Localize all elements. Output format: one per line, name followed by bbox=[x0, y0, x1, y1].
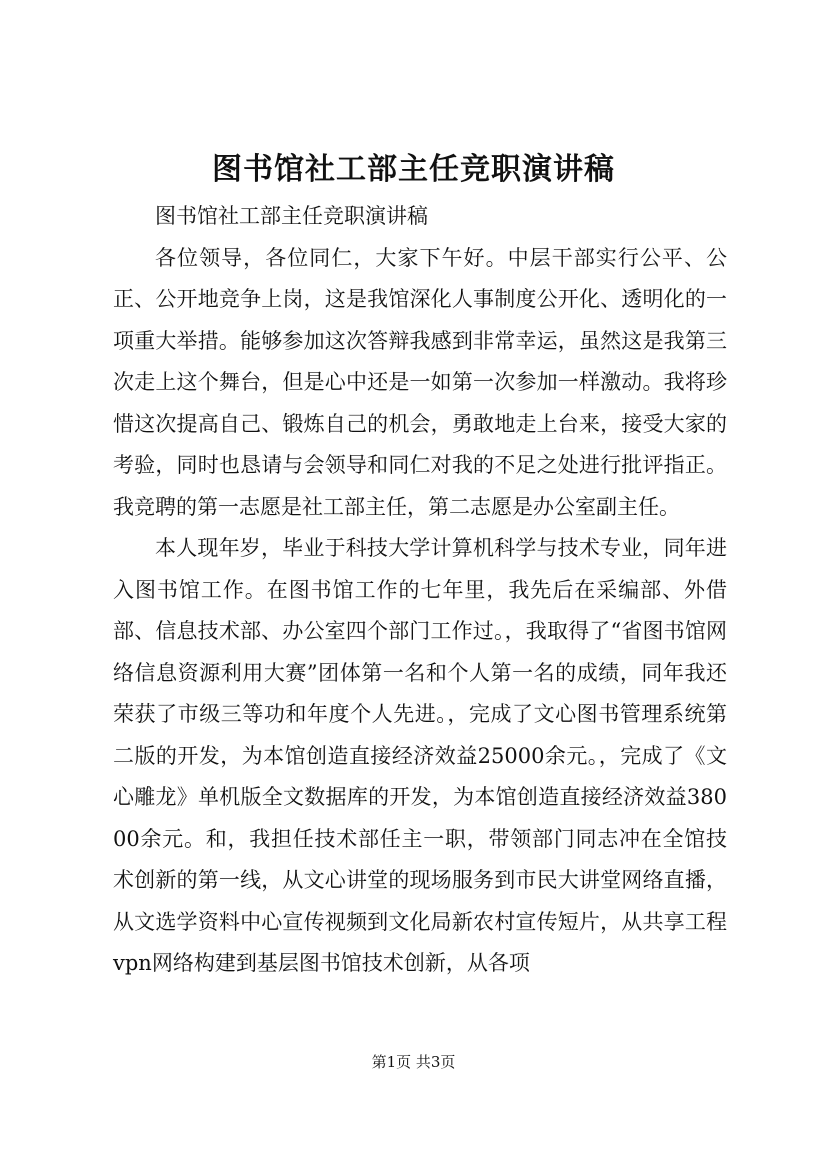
paragraph-subtitle: 图书馆社工部主任竞职演讲稿 bbox=[155, 204, 428, 228]
paragraph-background: 本人现年岁，毕业于科技大学计算机科学与技术专业，同年进入图书馆工作。在图书馆工作的七年里，我先后在采编部、外借部、信息技术部、办公室四个部门工作过。，我取得了“省图书馆网络信息资源利用大赛”团体第一名和个人第一名的成绩，同年我还荣获了市级三等功和年度个人先进。，完成了文心图书管理系统第二版的开发，为本馆创造直接经济效益25000余元。，完成了《文心雕龙》单机版全文数据库的开发，为本馆创造直接经济效益38000余元。和，我担任技术部任主一职，带领部门同志冲在全馆技术创新的第一线，从文心讲堂的现场服务到市民大讲堂网络直播，从文选学资料中心宣传视频到文化局新农村宣传短片，从共享工程vpn网络构建到基层图书馆技术创新，从各项 bbox=[113, 536, 727, 975]
document-body bbox=[113, 196, 727, 985]
page-title: 图书馆社工部主任竞职演讲稿 bbox=[212, 152, 615, 187]
paragraph-greeting: 各位领导，各位同仁，大家下午好。中层干部实行公平、公正、公开地竞争上岗，这是我馆深化人事制度公开化、透明化的一项重大举措。能够参加这次答辩我感到非常幸运，虽然这是我第三次走上这个舞台，但是心中还是一如第一次参加一样激动。我将珍惜这次提高自己、锻炼自己的机会，勇敢地走上台来，接受大家的考验，同时也恳请与会领导和同仁对我的不足之处进行批评指正。我竞聘的第一志愿是社工部主任，第二志愿是办公室副主任。 bbox=[113, 245, 727, 519]
page-number-footer: 第1页 共3页 bbox=[371, 1053, 456, 1071]
